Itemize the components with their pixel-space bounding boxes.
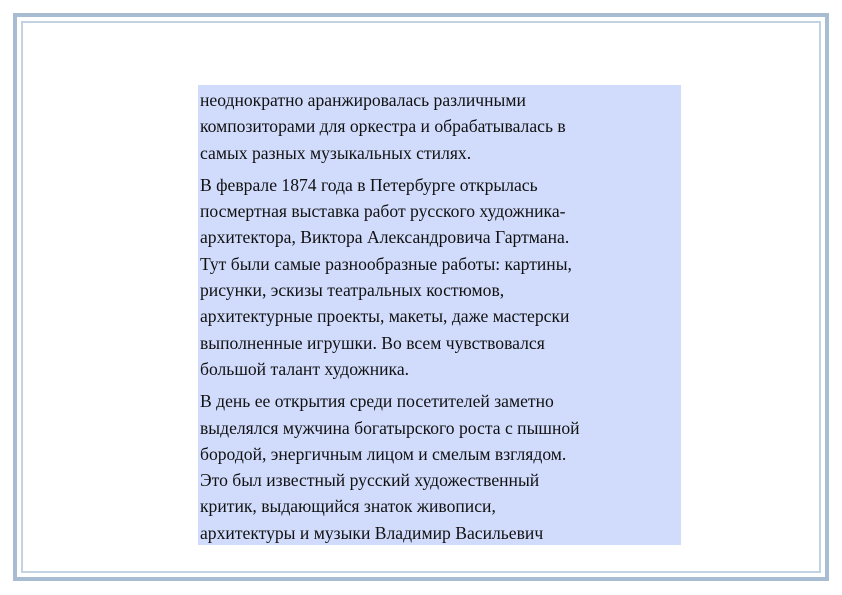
text-line: бородой, энергичным лицом и смелым взглядом. <box>200 443 567 464</box>
text-line: архитектора, Виктора Александровича Гартмана. <box>200 227 570 248</box>
text-line: рисунки, эскизы театральных костюмов, <box>200 280 505 301</box>
text-line: критик, выдающийся знаток живописи, <box>200 496 496 517</box>
text-line: самых разных музыкальных стилях. <box>200 142 472 163</box>
text-line: В день ее открытия среди посетителей заметно <box>200 391 554 412</box>
paragraph-2 <box>200 172 681 382</box>
text-line: В феврале 1874 года в Петербурге открылась <box>200 174 538 195</box>
text-line: выделялся мужчина богатырского роста с пышной <box>200 417 580 438</box>
text-line: Это был известный русский художественный <box>200 470 540 491</box>
text-line: архитектурные проекты, макеты, даже мастерски <box>200 306 570 327</box>
text-line: композиторами для оркестра и обрабатывалась в <box>200 116 566 137</box>
text-box <box>198 85 681 545</box>
text-line: посмертная выставка работ русского художника- <box>200 201 566 222</box>
paragraph-3 <box>200 388 681 545</box>
text-line: архитектуры и музыки Владимир Васильевич <box>200 522 544 543</box>
paragraph-1 <box>200 87 681 166</box>
text-line: Тут были самые разнообразные работы: картины, <box>200 253 572 274</box>
text-line: неоднократно аранжировалась различными <box>200 90 526 110</box>
text-line: выполненные игрушки. Во всем чувствовался <box>200 332 545 353</box>
text-line: большой талант художника. <box>200 358 410 379</box>
